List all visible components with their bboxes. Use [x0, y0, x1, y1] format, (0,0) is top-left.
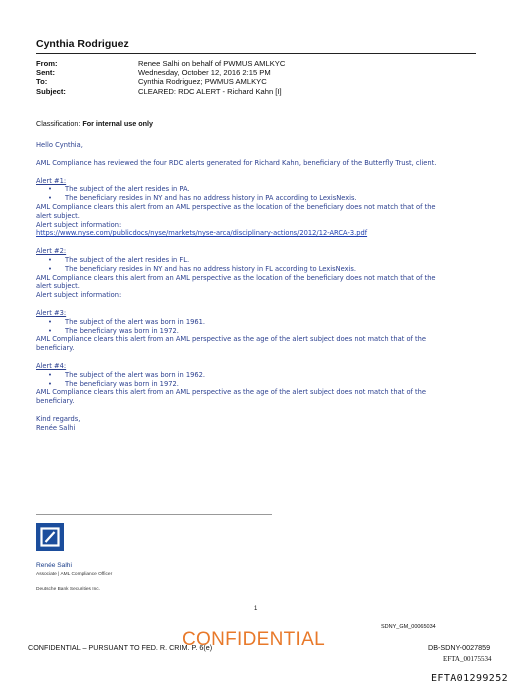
alert-2-info-label: Alert subject information: [36, 291, 122, 300]
deutsche-bank-logo-icon [36, 523, 64, 551]
list-item [36, 318, 481, 327]
greeting: Hello Cynthia, [36, 141, 83, 149]
bates-db-number: DB-SDNY-0027859 [428, 643, 491, 652]
alert-3-title: Alert #3: [36, 308, 67, 317]
alert-4-clearance-line-1: AML Compliance clears this alert from an AML perspective as the age of the alert subject does not match that of the [36, 388, 427, 397]
signature-divider [36, 514, 272, 515]
classification-value: For internal use only [82, 119, 154, 128]
bullet-text: The subject of the alert resides in PA. [65, 185, 190, 194]
sent-label: Sent: [36, 68, 55, 78]
from-value: Renee Salhi on behalf of PWMUS AMLKYC [138, 59, 286, 68]
logo-slash-icon [40, 527, 60, 547]
bullet-icon: • [48, 370, 52, 379]
bullet-text: The subject of the alert was born in 1962. [65, 370, 206, 379]
page-number: 1 [254, 606, 258, 612]
signature-company: Deutsche Bank Securities Inc. [36, 587, 100, 592]
alert-1-info-label: Alert subject information: [36, 220, 122, 229]
alert-2-title: Alert #2: [36, 247, 67, 256]
bullet-icon: • [48, 317, 52, 326]
list-item [36, 371, 481, 380]
alert-3-clearance-line-1: AML Compliance clears this alert from an AML perspective as the age of the alert subject does not match that of the [36, 335, 427, 344]
confidential-stamp: CONFIDENTIAL [182, 629, 325, 650]
alert-4-clearance-line-2: beneficiary. [36, 397, 75, 406]
to-row [36, 77, 476, 86]
closing: Kind regards, [36, 414, 81, 423]
signature-name: Renée Salhi [36, 562, 72, 569]
alert-2-clearance-line-2: alert subject. [36, 282, 80, 291]
list-item [36, 380, 481, 389]
bullet-text: The beneficiary resides in NY and has no address history in FL according to LexisNexis. [65, 264, 357, 273]
sent-row [36, 68, 476, 77]
email-body [36, 141, 481, 433]
list-item [36, 265, 481, 274]
intro-paragraph: AML Compliance has reviewed the four RDC alerts generated for Richard Kahn, beneficiary of the Butterfly Trust, client. [36, 158, 437, 167]
from-row [36, 59, 476, 68]
list-item [36, 327, 481, 336]
to-value: Cynthia Rodriguez; PWMUS AMLKYC [138, 77, 267, 87]
alert-3-clearance-line-2: beneficiary. [36, 344, 75, 353]
bullet-text: The beneficiary was born in 1972. [65, 326, 179, 335]
bullet-icon: • [48, 194, 52, 203]
bullet-icon: • [48, 326, 52, 335]
bullet-text: The beneficiary was born in 1972. [65, 379, 179, 388]
bullet-icon: • [48, 185, 52, 194]
bates-efta-number-large: EFTA01299252 [431, 673, 509, 684]
alert-1-clearance-line-2: alert subject. [36, 211, 80, 220]
signature-role: Associate | AML Compliance Officer [36, 572, 113, 577]
subject-row [36, 87, 476, 96]
bullet-text: The subject of the alert resides in FL. [65, 255, 190, 264]
recipient-name-title: Cynthia Rodriguez [36, 38, 129, 50]
list-item [36, 256, 481, 265]
list-item [36, 194, 481, 203]
bullet-icon: • [48, 255, 52, 264]
confidential-notice: CONFIDENTIAL – PURSUANT TO FED. R. CRIM. P. 6(e) [28, 643, 213, 652]
bates-efta-number: EFTA_00175534 [443, 655, 492, 663]
alert-1-clearance-line-1: AML Compliance clears this alert from an AML perspective as the location of the beneficiary does not match that of the [36, 202, 436, 211]
sent-value: Wednesday, October 12, 2016 2:15 PM [138, 68, 271, 78]
subject-label: Subject: [36, 86, 66, 96]
subject-value: CLEARED: RDC ALERT - Richard Kahn [I] [138, 86, 282, 96]
bullet-icon: • [48, 264, 52, 273]
to-label: To: [36, 77, 48, 87]
email-header-block [36, 59, 476, 96]
list-item [36, 185, 481, 194]
alert-1-info-link[interactable]: https://www.nyse.com/publicdocs/nyse/markets/nyse-arca/disciplinary-actions/2012/12-ARCA-3.pdf [36, 229, 368, 238]
alert-2-clearance-line-1: AML Compliance clears this alert from an AML perspective as the location of the beneficiary does not match that of the [36, 273, 436, 282]
alert-4-title: Alert #4: [36, 361, 67, 370]
classification-label: Classification: [36, 119, 81, 128]
bullet-text: The subject of the alert was born in 1961. [65, 317, 206, 326]
bullet-icon: • [48, 379, 52, 388]
bullet-text: The beneficiary resides in NY and has no address history in PA according to LexisNexis. [65, 194, 357, 203]
sender-name: Renée Salhi [36, 423, 76, 432]
header-divider [36, 53, 476, 54]
classification-line [36, 119, 153, 128]
bates-sdny-number: SDNY_GM_00065034 [381, 624, 436, 630]
from-label: From: [36, 59, 58, 68]
alert-1-title: Alert #1: [36, 176, 67, 185]
